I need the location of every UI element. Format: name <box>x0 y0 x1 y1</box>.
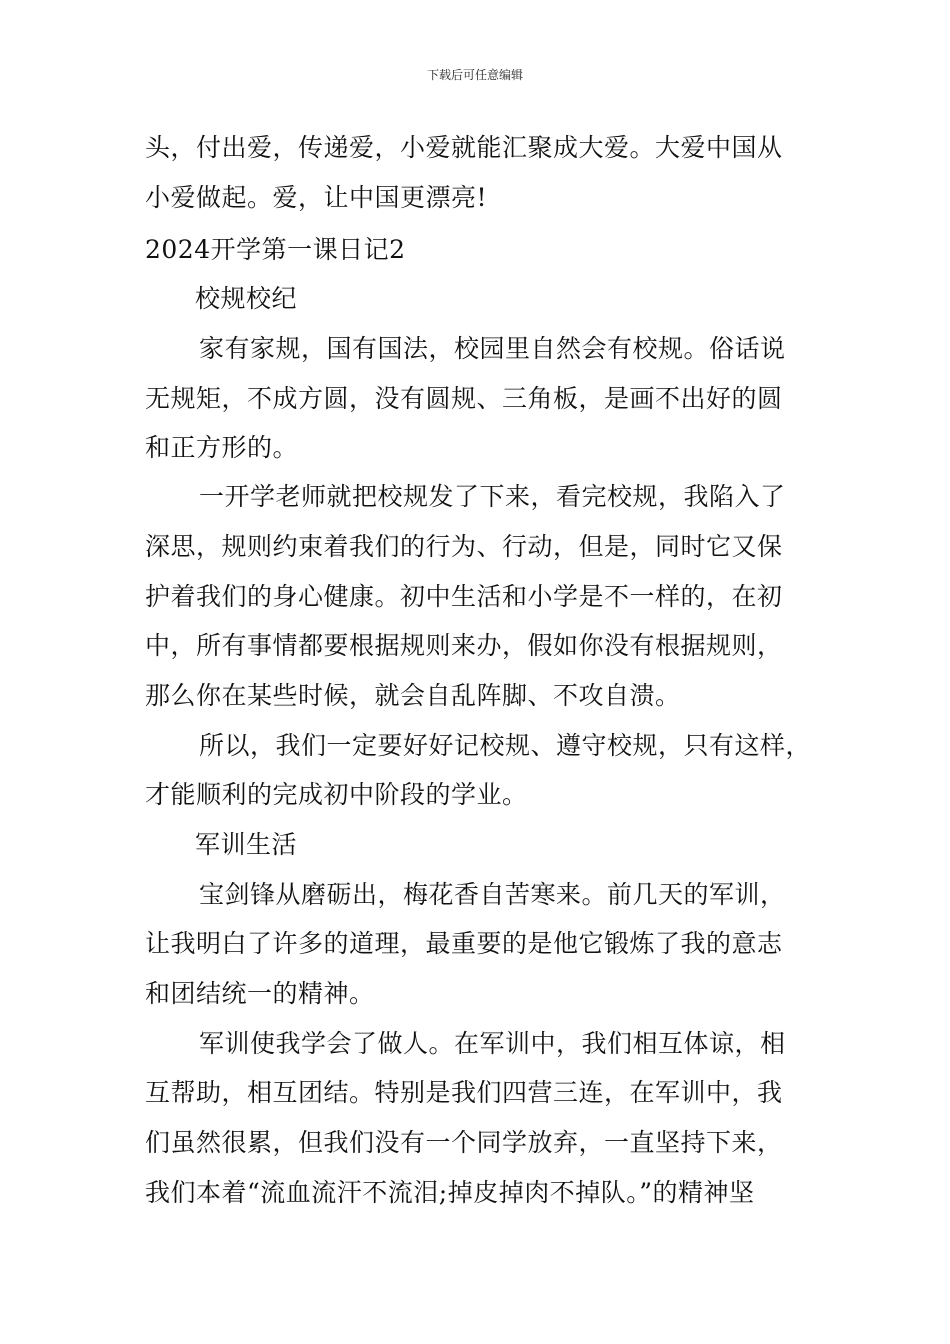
paragraph-line: 和正方形的。 <box>145 433 299 462</box>
section-heading-rules: 校规校纪 <box>195 284 298 313</box>
document-title: 2024开学第一课日记2 <box>145 235 406 264</box>
paragraph-line: 家有家规，国有国法，校园里自然会有校规。俗话说 <box>199 334 786 363</box>
paragraph-line: 和团结统一的精神。 <box>145 979 375 1008</box>
header-note: 下载后可任意编辑 <box>426 68 523 82</box>
paragraph-line: 中，所有事情都要根据规则来办，假如你没有根据规则， <box>145 631 783 660</box>
paragraph-line: 们虽然很累，但我们没有一个同学放弃，一直坚持下来， <box>145 1128 783 1157</box>
paragraph-line: 宝剑锋从磨砺出，梅花香自苦寒来。前几天的军训， <box>199 880 786 909</box>
paragraph-line: 护着我们的身心健康。初中生活和小学是不一样的，在初 <box>145 582 783 611</box>
section-heading-military-training: 军训生活 <box>195 830 298 859</box>
paragraph-line: 所以，我们一定要好好记校规、遵守校规，只有这样， <box>199 731 812 760</box>
paragraph-line: 互帮助，相互团结。特别是我们四营三连，在军训中，我 <box>145 1078 783 1107</box>
paragraph-line: 才能顺利的完成初中阶段的学业。 <box>145 780 528 809</box>
paragraph-line: 小爱做起。爱，让中国更漂亮! <box>145 183 488 212</box>
paragraph-line: 那么你在某些时候，就会自乱阵脚、不攻自溃。 <box>145 681 681 710</box>
paragraph-line: 无规矩，不成方圆，没有圆规、三角板，是画不出好的圆 <box>145 384 783 413</box>
paragraph-line: 头，付出爱，传递爱，小爱就能汇聚成大爱。大爱中国从 <box>145 133 783 162</box>
paragraph-line: 我们本着“流血流汗不流泪;掉皮掉肉不掉队。”的精神坚 <box>145 1178 755 1207</box>
paragraph-line: 深思，规则约束着我们的行为、行动，但是，同时它又保 <box>145 532 783 561</box>
paragraph-line: 让我明白了许多的道理，最重要的是他它锻炼了我的意志 <box>145 929 783 958</box>
paragraph-line: 一开学老师就把校规发了下来，看完校规，我陷入了 <box>199 482 786 511</box>
paragraph-line: 军训使我学会了做人。在军训中，我们相互体谅，相 <box>199 1029 786 1058</box>
